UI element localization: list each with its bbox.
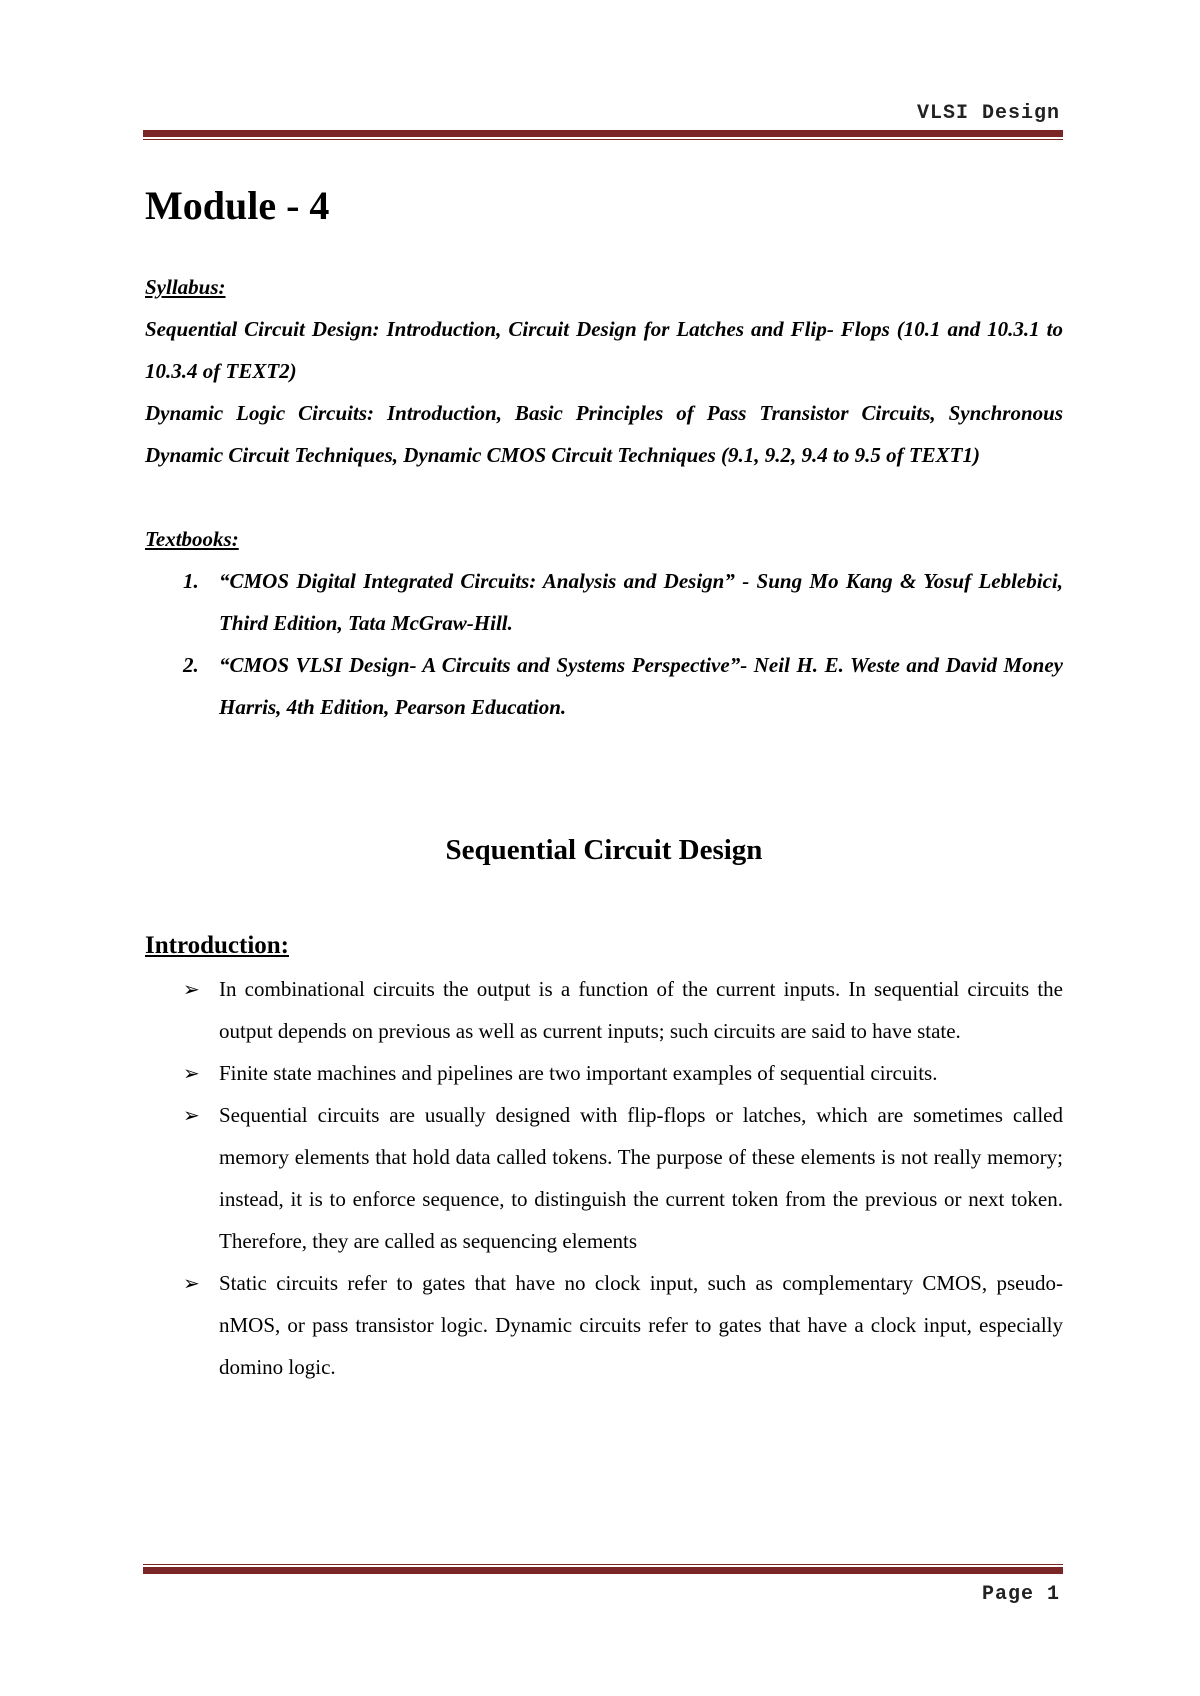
section-title: Sequential Circuit Design — [445, 834, 763, 866]
intro-bullet — [145, 1052, 1063, 1094]
textbook-item — [145, 560, 1063, 644]
intro-bullet — [145, 968, 1063, 1052]
bullet-text: Sequential circuits are usually designed with flip-flops or latches, which are sometimes called memory elements that hold data called tokens. The purpose of these elements is not really memory; instead, it is to enforce sequence, to distinguish the current token from the previous or next token. Therefore, they are called as sequencing elements — [219, 1103, 1063, 1253]
header-rule — [143, 130, 1063, 137]
running-header: VLSI Design — [916, 102, 1060, 125]
arrow-bullet-icon: ➢ — [183, 977, 200, 1001]
arrow-bullet-icon: ➢ — [183, 1103, 200, 1127]
bullet-text: Static circuits refer to gates that have no clock input, such as complementary CMOS, pseudo-nMOS, or pass transistor logic. Dynamic circuits refer to gates that have a clock input, especially domino logic. — [219, 1271, 1063, 1379]
intro-bullet — [145, 1262, 1063, 1388]
introduction-heading: Introduction: — [145, 932, 290, 959]
textbooks-label: Textbooks: — [145, 527, 239, 551]
textbook-item — [145, 644, 1063, 728]
textbook-number: 1. — [183, 569, 199, 593]
syllabus-label: Syllabus: — [145, 275, 226, 299]
page-number: Page 1 — [981, 1583, 1060, 1606]
textbook-list — [145, 560, 1063, 728]
spacer — [145, 476, 1063, 518]
syllabus-paragraph: Dynamic Logic Circuits: Introduction, Basic Principles of Pass Transistor Circuits, Synchronous Dynamic Circuit Techniques, Dynamic CMOS Circuit Techniques (9.1, 9.2, 9.4 to 9.5 of TEXT1) — [145, 401, 1063, 467]
textbook-text: “CMOS VLSI Design- A Circuits and Systems Perspective”- Neil H. E. Weste and David Money Harris, 4th Edition, Pearson Education. — [219, 653, 1063, 719]
intro-bullet-list — [145, 968, 1063, 1388]
intro-bullet — [145, 1094, 1063, 1262]
footer-rule — [143, 1567, 1063, 1574]
page-content — [145, 180, 1063, 1388]
bullet-text: In combinational circuits the output is a function of the current inputs. In sequential circuits the output depends on previous as well as current inputs; such circuits are said to have state. — [219, 977, 1063, 1043]
bullet-text: Finite state machines and pipelines are two important examples of sequential circuits. — [219, 1061, 938, 1085]
syllabus-paragraph: Sequential Circuit Design: Introduction, Circuit Design for Latches and Flip- Flops (10.1 and 10.3.1 to 10.3.4 of TEXT2) — [145, 317, 1063, 383]
textbook-text: “CMOS Digital Integrated Circuits: Analysis and Design” - Sung Mo Kang & Yosuf Leblebici, Third Edition, Tata McGraw-Hill. — [219, 569, 1063, 635]
textbook-number: 2. — [183, 653, 199, 677]
module-title: Module - 4 — [145, 183, 330, 228]
arrow-bullet-icon: ➢ — [183, 1271, 200, 1295]
arrow-bullet-icon: ➢ — [183, 1061, 200, 1085]
